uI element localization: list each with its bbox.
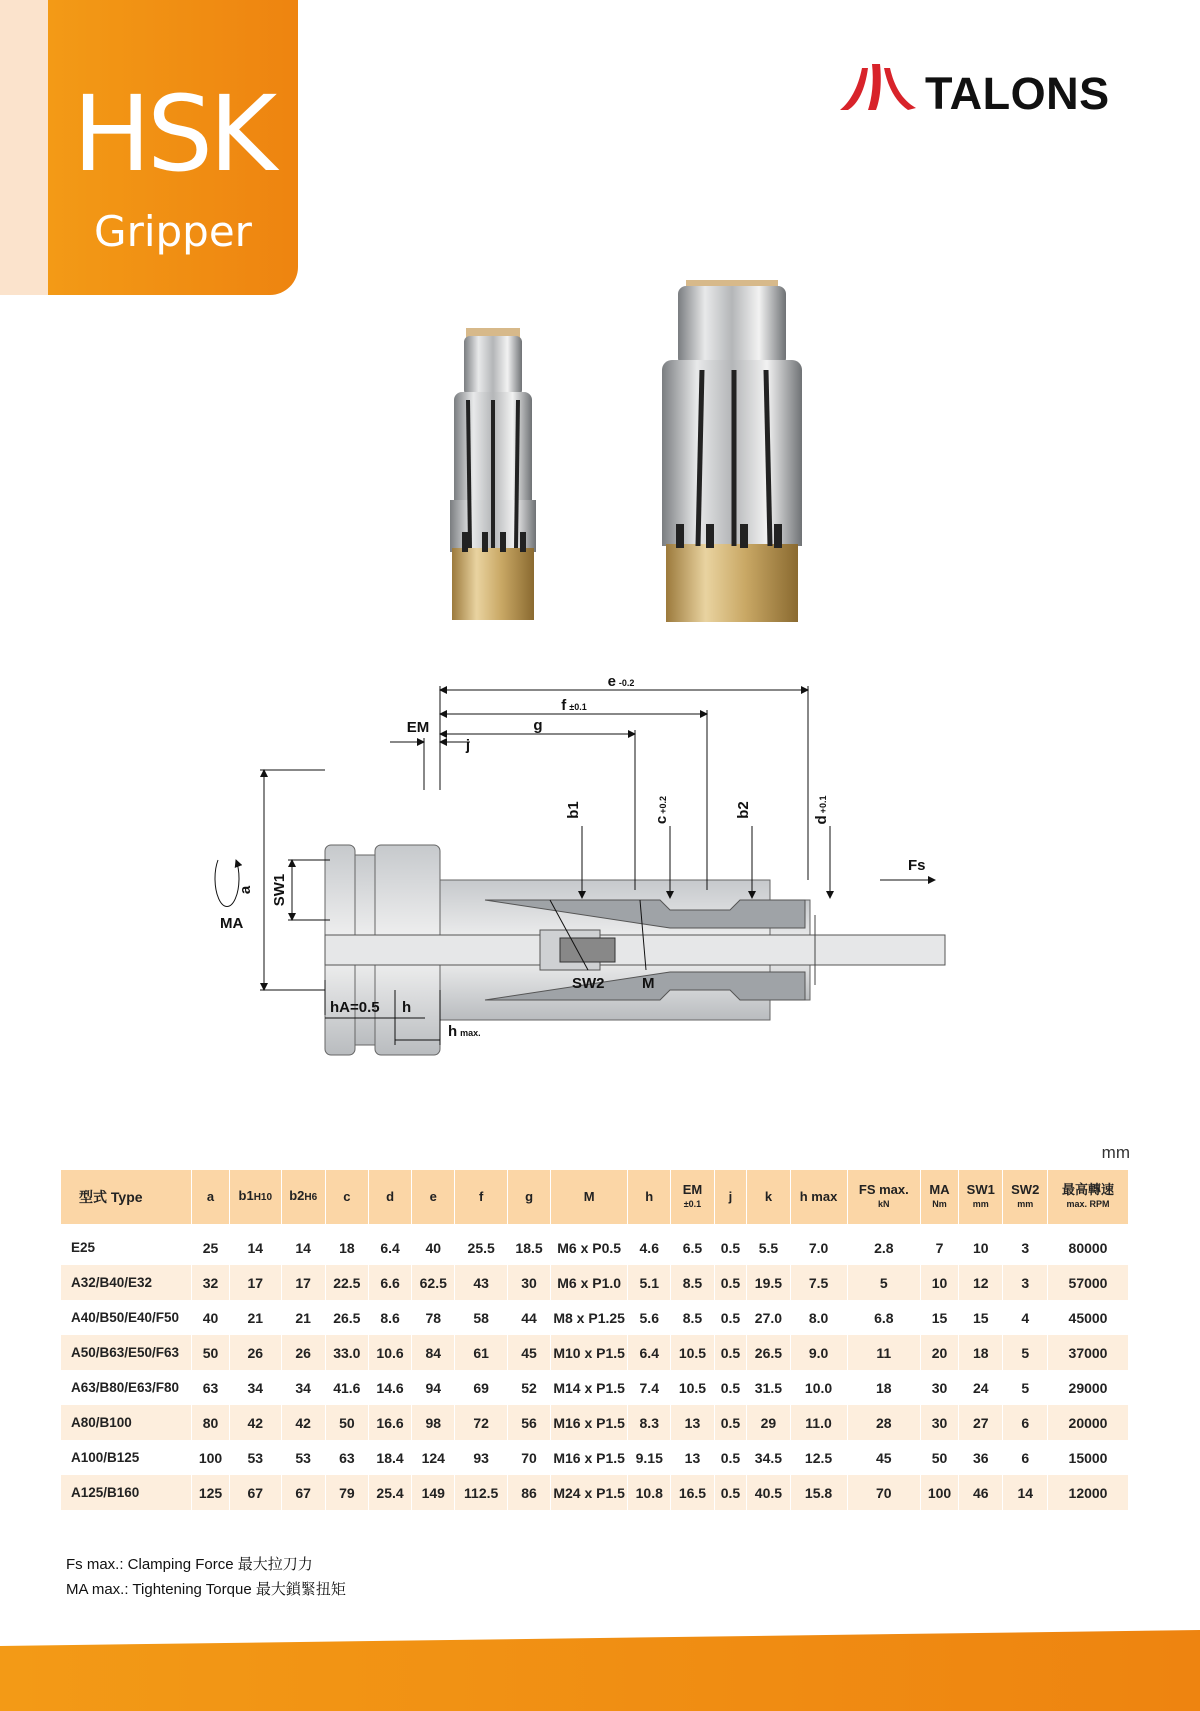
table-cell: M8 x P1.25 xyxy=(551,1300,628,1335)
table-cell: 8.5 xyxy=(671,1265,714,1300)
table-cell: M16 x P1.5 xyxy=(551,1405,628,1440)
table-cell: 18 xyxy=(959,1335,1003,1370)
table-row xyxy=(61,1300,1129,1335)
col-hmax: h max xyxy=(790,1170,847,1224)
table-cell: 33.0 xyxy=(325,1335,368,1370)
table-cell: 10.0 xyxy=(790,1370,847,1405)
table-cell: 0.5 xyxy=(714,1370,747,1405)
table-cell: 16.6 xyxy=(368,1405,411,1440)
small-gripper-photo xyxy=(450,328,536,620)
table-cell: 15.8 xyxy=(790,1475,847,1510)
table-cell: 29000 xyxy=(1048,1370,1129,1405)
table-cell: 20000 xyxy=(1048,1405,1129,1440)
dim-j-label: j xyxy=(465,737,471,754)
spec-table xyxy=(60,1170,1128,1510)
table-cell: 4 xyxy=(1003,1300,1048,1335)
table-row xyxy=(61,1370,1129,1405)
large-gripper-photo xyxy=(662,280,802,622)
header-banner xyxy=(48,0,298,295)
table-cell: 6 xyxy=(1003,1405,1048,1440)
unit-label: mm xyxy=(1101,1143,1130,1162)
table-cell: 25.4 xyxy=(368,1475,411,1510)
table-cell: 12000 xyxy=(1048,1475,1129,1510)
footnotes xyxy=(66,1552,346,1602)
table-cell: 34 xyxy=(229,1370,281,1405)
table-cell: 37000 xyxy=(1048,1335,1129,1370)
table-cell: 46 xyxy=(959,1475,1003,1510)
col-k: k xyxy=(747,1170,790,1224)
table-cell: 63 xyxy=(192,1370,230,1405)
table-cell-type: A125/B160 xyxy=(61,1475,192,1510)
table-cell: 0.5 xyxy=(714,1230,747,1265)
table-cell: 124 xyxy=(412,1440,455,1475)
dim-b2-label: b2 xyxy=(735,801,752,819)
table-cell: 10.8 xyxy=(628,1475,671,1510)
table-cell: 94 xyxy=(412,1370,455,1405)
table-cell: 34.5 xyxy=(747,1440,790,1475)
table-cell: M6 x P0.5 xyxy=(551,1230,628,1265)
torque-ma-label: MA xyxy=(220,915,244,932)
table-cell: 15 xyxy=(921,1300,959,1335)
col-sw1: SW1 mm xyxy=(959,1170,1003,1224)
dim-a-label: a xyxy=(237,885,254,895)
table-cell: 50 xyxy=(921,1440,959,1475)
force-fs-label: Fs xyxy=(908,857,926,874)
table-cell-type: A50/B63/E50/F63 xyxy=(61,1335,192,1370)
table-cell-type: A40/B50/E40/F50 xyxy=(61,1300,192,1335)
table-cell: 32 xyxy=(192,1265,230,1300)
m-label: M xyxy=(642,975,655,992)
table-cell: 11.0 xyxy=(790,1405,847,1440)
table-cell: 52 xyxy=(507,1370,550,1405)
table-cell: 3 xyxy=(1003,1265,1048,1300)
table-cell: 7.0 xyxy=(790,1230,847,1265)
table-cell: 9.0 xyxy=(790,1335,847,1370)
table-cell-type: A63/B80/E63/F80 xyxy=(61,1370,192,1405)
col-b2: b2H6 xyxy=(281,1170,325,1224)
footer-bar xyxy=(0,1630,1200,1711)
col-b1: b1H10 xyxy=(229,1170,281,1224)
table-cell-type: E25 xyxy=(61,1230,192,1265)
table-cell: 6.5 xyxy=(671,1230,714,1265)
table-cell: 2.8 xyxy=(847,1230,920,1265)
table-cell: 8.6 xyxy=(368,1300,411,1335)
table-cell: 43 xyxy=(455,1265,508,1300)
table-cell: 58 xyxy=(455,1300,508,1335)
table-row xyxy=(61,1475,1129,1510)
table-cell: 100 xyxy=(921,1475,959,1510)
table-cell: 80 xyxy=(192,1405,230,1440)
table-cell: 14 xyxy=(1003,1475,1048,1510)
table-cell: 31.5 xyxy=(747,1370,790,1405)
table-cell: 14 xyxy=(229,1230,281,1265)
ha-label: hA=0.5 xyxy=(330,999,380,1016)
col-c: c xyxy=(325,1170,368,1224)
table-cell: 18 xyxy=(847,1370,920,1405)
table-cell: 112.5 xyxy=(455,1475,508,1510)
table-cell: 14.6 xyxy=(368,1370,411,1405)
table-cell: 22.5 xyxy=(325,1265,368,1300)
col-em: EM ±0.1 xyxy=(671,1170,714,1224)
header-accent-strip xyxy=(0,0,48,295)
table-cell: 10.5 xyxy=(671,1335,714,1370)
col-max-rpm: 最高轉速 max. RPM xyxy=(1048,1170,1129,1224)
table-cell: 62.5 xyxy=(412,1265,455,1300)
table-cell: 50 xyxy=(192,1335,230,1370)
table-cell: 10 xyxy=(959,1230,1003,1265)
table-row xyxy=(61,1335,1129,1370)
table-cell: 16.5 xyxy=(671,1475,714,1510)
table-row xyxy=(61,1440,1129,1475)
table-cell: 67 xyxy=(281,1475,325,1510)
table-cell: 53 xyxy=(281,1440,325,1475)
hmax-label: hmax. xyxy=(448,1023,481,1040)
table-row xyxy=(61,1405,1129,1440)
table-cell: M14 x P1.5 xyxy=(551,1370,628,1405)
table-cell: 21 xyxy=(229,1300,281,1335)
table-cell: 5.5 xyxy=(747,1230,790,1265)
table-cell: 8.3 xyxy=(628,1405,671,1440)
table-cell: 25.5 xyxy=(455,1230,508,1265)
table-cell: 41.6 xyxy=(325,1370,368,1405)
table-cell: M6 x P1.0 xyxy=(551,1265,628,1300)
table-cell: 0.5 xyxy=(714,1265,747,1300)
table-cell: 100 xyxy=(192,1440,230,1475)
table-cell: 27.0 xyxy=(747,1300,790,1335)
table-row xyxy=(61,1265,1129,1300)
table-cell: 6.6 xyxy=(368,1265,411,1300)
table-cell: 45000 xyxy=(1048,1300,1129,1335)
table-cell: M16 x P1.5 xyxy=(551,1440,628,1475)
talons-claw-icon xyxy=(838,62,920,112)
table-cell: 18.4 xyxy=(368,1440,411,1475)
col-sw2: SW2 mm xyxy=(1003,1170,1048,1224)
table-cell: 7 xyxy=(921,1230,959,1265)
table-cell: 9.15 xyxy=(628,1440,671,1475)
col-m: M xyxy=(551,1170,628,1224)
table-cell: 45 xyxy=(507,1335,550,1370)
table-cell: 30 xyxy=(507,1265,550,1300)
table-cell: 17 xyxy=(229,1265,281,1300)
table-cell: 0.5 xyxy=(714,1440,747,1475)
table-cell: 125 xyxy=(192,1475,230,1510)
table-cell: 79 xyxy=(325,1475,368,1510)
table-cell: 19.5 xyxy=(747,1265,790,1300)
table-cell: 98 xyxy=(412,1405,455,1440)
footnote-ma: MA max.: Tightening Torque 最大鎖緊扭矩 xyxy=(66,1581,346,1598)
dim-c-label: c+0.2 xyxy=(653,795,670,825)
table-cell: 6.8 xyxy=(847,1300,920,1335)
table-cell: 26.5 xyxy=(325,1300,368,1335)
table-cell: 0.5 xyxy=(714,1300,747,1335)
col-e: e xyxy=(412,1170,455,1224)
col-h: h xyxy=(628,1170,671,1224)
table-cell: 69 xyxy=(455,1370,508,1405)
table-cell: 6.4 xyxy=(628,1335,671,1370)
table-cell: 6 xyxy=(1003,1440,1048,1475)
dim-f-label: f ±0.1 xyxy=(561,697,587,714)
table-cell: 24 xyxy=(959,1370,1003,1405)
table-cell: 5 xyxy=(1003,1335,1048,1370)
table-cell: 10.6 xyxy=(368,1335,411,1370)
table-cell: 18.5 xyxy=(507,1230,550,1265)
table-cell: M24 x P1.5 xyxy=(551,1475,628,1510)
table-cell: 15000 xyxy=(1048,1440,1129,1475)
col-ma: MA Nm xyxy=(921,1170,959,1224)
dim-em-label: EM xyxy=(406,719,430,736)
dim-sw1-label: SW1 xyxy=(271,873,288,907)
table-cell: 61 xyxy=(455,1335,508,1370)
table-cell: 0.5 xyxy=(714,1335,747,1370)
col-j: j xyxy=(714,1170,747,1224)
table-cell-type: A80/B100 xyxy=(61,1405,192,1440)
col-f: f xyxy=(455,1170,508,1224)
dim-e-label: e -0.2 xyxy=(607,673,635,690)
brand-name: TALONS xyxy=(925,68,1110,119)
table-cell: 80000 xyxy=(1048,1230,1129,1265)
table-cell: 25 xyxy=(192,1230,230,1265)
table-cell: 17 xyxy=(281,1265,325,1300)
table-cell: 3 xyxy=(1003,1230,1048,1265)
table-cell: 12 xyxy=(959,1265,1003,1300)
dim-b1-label: b1 xyxy=(565,801,582,819)
table-cell: 26 xyxy=(281,1335,325,1370)
table-cell: 0.5 xyxy=(714,1405,747,1440)
table-cell: 34 xyxy=(281,1370,325,1405)
col-fsmax: FS max. kN xyxy=(847,1170,920,1224)
table-cell: 42 xyxy=(229,1405,281,1440)
table-cell: 7.4 xyxy=(628,1370,671,1405)
table-cell: 0.5 xyxy=(714,1475,747,1510)
table-cell: 27 xyxy=(959,1405,1003,1440)
table-cell: 5 xyxy=(847,1265,920,1300)
table-cell: 8.0 xyxy=(790,1300,847,1335)
table-cell: 4.6 xyxy=(628,1230,671,1265)
h-label: h xyxy=(402,999,412,1016)
table-cell: 78 xyxy=(412,1300,455,1335)
table-cell: 86 xyxy=(507,1475,550,1510)
table-cell: 14 xyxy=(281,1230,325,1265)
page-title: HSK xyxy=(72,73,274,195)
table-cell: 67 xyxy=(229,1475,281,1510)
table-cell: 13 xyxy=(671,1405,714,1440)
table-cell: 28 xyxy=(847,1405,920,1440)
table-cell: 40.5 xyxy=(747,1475,790,1510)
page-subtitle: Gripper xyxy=(94,207,252,256)
table-cell: 36 xyxy=(959,1440,1003,1475)
table-cell: 50 xyxy=(325,1405,368,1440)
col-d: d xyxy=(368,1170,411,1224)
table-cell: 26.5 xyxy=(747,1335,790,1370)
col-g: g xyxy=(507,1170,550,1224)
sw2-label: SW2 xyxy=(572,975,605,992)
table-cell: 56 xyxy=(507,1405,550,1440)
table-cell: 26 xyxy=(229,1335,281,1370)
table-cell: 10 xyxy=(921,1265,959,1300)
table-cell-type: A100/B125 xyxy=(61,1440,192,1475)
brand-logo xyxy=(838,62,1128,122)
table-cell: 13 xyxy=(671,1440,714,1475)
table-cell: 7.5 xyxy=(790,1265,847,1300)
table-cell: 42 xyxy=(281,1405,325,1440)
table-cell: 5.1 xyxy=(628,1265,671,1300)
table-cell: 21 xyxy=(281,1300,325,1335)
table-cell: 70 xyxy=(847,1475,920,1510)
table-cell: 149 xyxy=(412,1475,455,1510)
table-header-row xyxy=(61,1170,1129,1224)
table-cell: 29 xyxy=(747,1405,790,1440)
product-photos xyxy=(440,300,900,690)
table-cell: 10.5 xyxy=(671,1370,714,1405)
technical-drawing xyxy=(200,673,1040,1150)
dim-d-label: d+0.1 xyxy=(813,795,830,825)
table-cell: M10 x P1.5 xyxy=(551,1335,628,1370)
table-cell: 30 xyxy=(921,1370,959,1405)
table-cell: 44 xyxy=(507,1300,550,1335)
table-cell: 63 xyxy=(325,1440,368,1475)
table-cell: 40 xyxy=(412,1230,455,1265)
col-type: 型式 Type xyxy=(61,1170,192,1224)
table-cell: 11 xyxy=(847,1335,920,1370)
table-cell: 12.5 xyxy=(790,1440,847,1475)
table-cell: 70 xyxy=(507,1440,550,1475)
dim-g-label: g xyxy=(533,717,543,734)
table-cell: 45 xyxy=(847,1440,920,1475)
table-cell: 5 xyxy=(1003,1370,1048,1405)
table-row xyxy=(61,1230,1129,1265)
table-cell: 72 xyxy=(455,1405,508,1440)
table-cell-type: A32/B40/E32 xyxy=(61,1265,192,1300)
table-cell: 18 xyxy=(325,1230,368,1265)
table-cell: 15 xyxy=(959,1300,1003,1335)
table-cell: 93 xyxy=(455,1440,508,1475)
table-cell: 40 xyxy=(192,1300,230,1335)
table-cell: 53 xyxy=(229,1440,281,1475)
table-cell: 8.5 xyxy=(671,1300,714,1335)
footnote-fs: Fs max.: Clamping Force 最大拉刀力 xyxy=(66,1556,313,1573)
table-cell: 57000 xyxy=(1048,1265,1129,1300)
table-cell: 6.4 xyxy=(368,1230,411,1265)
table-cell: 5.6 xyxy=(628,1300,671,1335)
col-a: a xyxy=(192,1170,230,1224)
table-cell: 20 xyxy=(921,1335,959,1370)
table-cell: 84 xyxy=(412,1335,455,1370)
table-cell: 30 xyxy=(921,1405,959,1440)
